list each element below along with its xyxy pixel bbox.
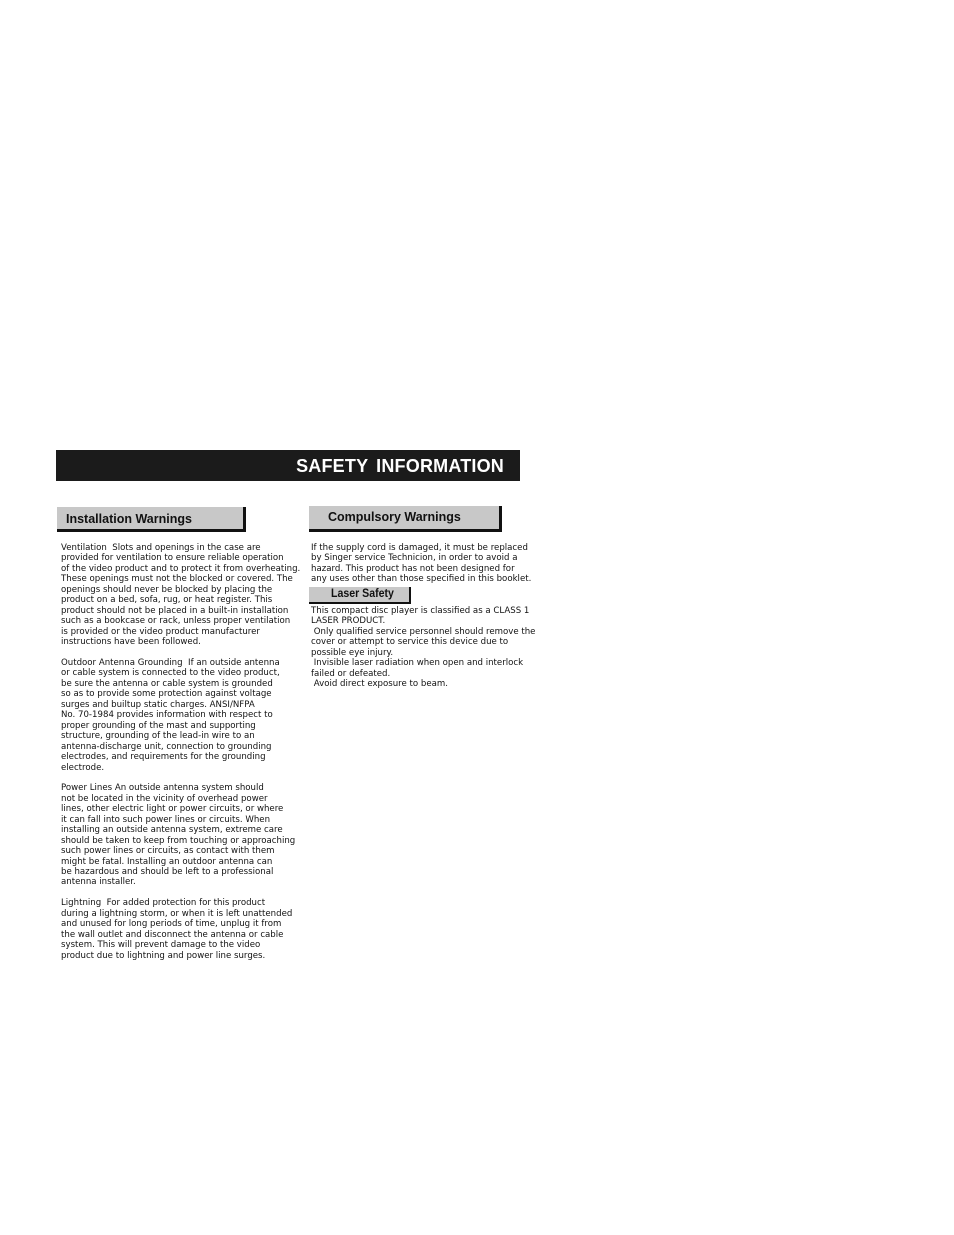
installation-warnings-body bbox=[61, 543, 301, 972]
laser-safety-heading: Laser Safety bbox=[331, 588, 394, 600]
compulsory-warnings-heading: Compulsory Warnings bbox=[328, 510, 461, 524]
compulsory-warnings-text: If the supply cord is damaged, it must be replaced by Singer service Technicion, in order to avoid a hazard. This product has not been designed for any uses other than those specified in this booklet. bbox=[311, 543, 532, 585]
installation-warnings-heading: Installation Warnings bbox=[66, 512, 192, 526]
laser-safety-text: This compact disc player is classified as a CLASS 1 LASER PRODUCT. Only qualified service personnel should remove the cover or attempt to service this device due to possible eye injury. Invisible laser radiation when open and interlock failed or defeated. Avoid direct exposure to beam. bbox=[311, 606, 536, 690]
lightning-paragraph: Lightning For added protection for this product during a lightning storm, or when it is left unattended and unused for long periods of time, unplug it from the wall outlet and disconnect the antenna or cable system. This will prevent damage to the video product due to lightning and power line surges. bbox=[61, 898, 293, 961]
installation-warnings-header bbox=[57, 507, 246, 532]
antenna-grounding-paragraph: Outdoor Antenna Grounding If an outside antenna or cable system is connected to the video product, be sure the antenna or cable system is grounded so as to provide some protection against voltage surges and builtup static charges. ANSI/NFPA No. 70-1984 provides information with respect to proper grounding of the mast and supporting structure, grounding of the lead-in wire to an antenna-discharge unit, connection to grounding electrodes, and requirements for the grounding electrode. bbox=[61, 657, 280, 773]
laser-safety-header bbox=[309, 587, 411, 604]
power-lines-paragraph: Power Lines An outside antenna system should not be located in the vicinity of overhead power lines, other electric light or power circuits, or where it can fall into such power lines or circuits. When installing an outside antenna system, extreme care should be taken to keep from touching or approaching such power lines or circuits, as contact with them might be fatal. Installing an outdoor antenna can be hazardous and should be left to a professional antenna installer. bbox=[61, 783, 296, 888]
compulsory-warnings-body bbox=[311, 543, 531, 585]
laser-safety-body bbox=[311, 606, 536, 690]
compulsory-warnings-header bbox=[309, 506, 502, 532]
page-title: SAFETY INFORMATION bbox=[296, 456, 504, 476]
ventilation-paragraph: Ventilation Slots and openings in the case are provided for ventilation to ensure reliable operation of the video product and to protect it from overheating. These openings must not the blocked or covered. The openings should never be blocked by placing the product on a bed, sofa, rug, or heat register. This product should not be placed in a built-in installation such as a bookcase or rack, unless proper ventilation is provided or the video product manufacturer instructions have been followed. bbox=[61, 543, 301, 648]
title-banner bbox=[56, 450, 520, 481]
